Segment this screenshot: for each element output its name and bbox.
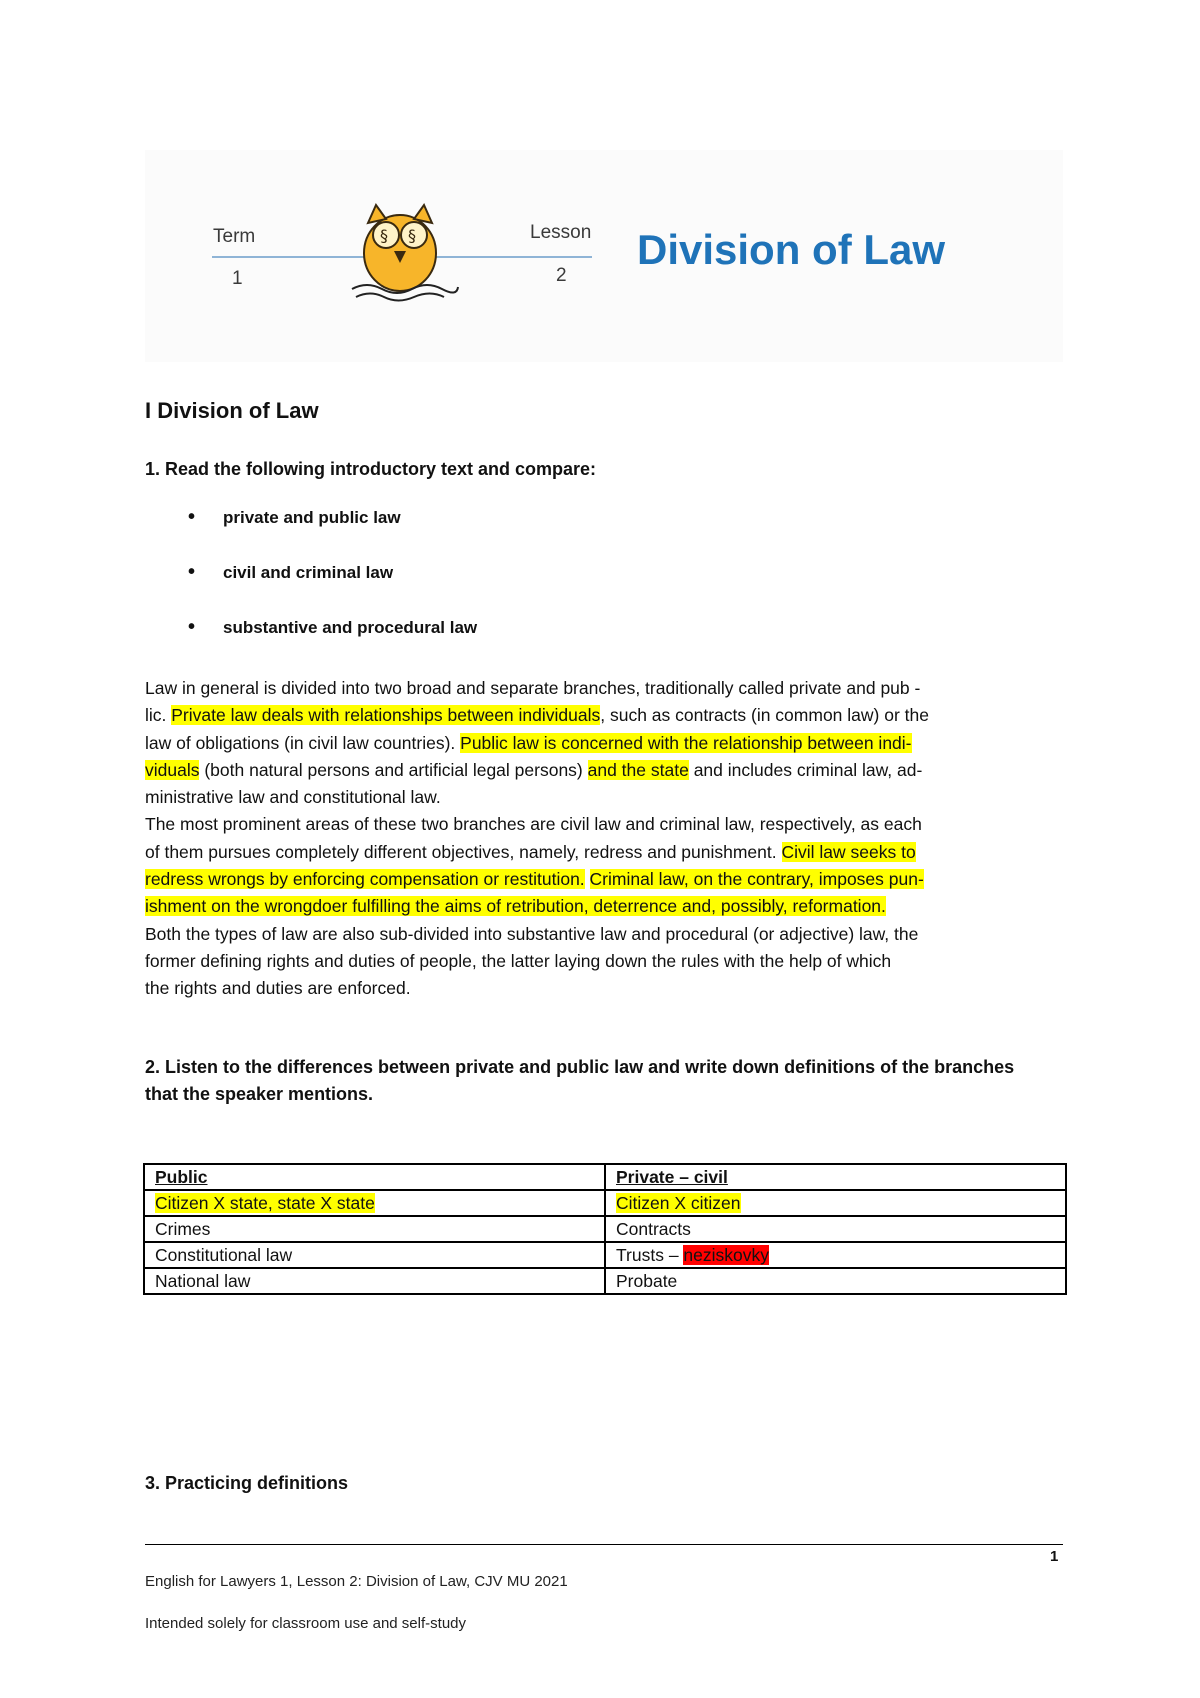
highlighted-text: Citizen X citizen (616, 1192, 741, 1213)
term-value: 1 (232, 268, 243, 289)
comparison-list (188, 508, 477, 673)
owl-logo-icon (342, 193, 460, 305)
paragraph-line: of them pursues completely different objectives, namely, redress and punishment. Civil law seeks to (145, 841, 916, 862)
law-comparison-table (143, 1163, 1067, 1295)
table-cell: Contracts (605, 1216, 1066, 1242)
table-row (144, 1242, 1066, 1268)
highlighted-text: ishment on the wrongdoer fulfilling the aims of retribution, deterrence and, possibly, reformation. (145, 896, 886, 917)
table-cell: Crimes (144, 1216, 605, 1242)
task3-heading: 3. Practicing definitions (145, 1473, 349, 1493)
paragraph-line: Law in general is divided into two broad and separate branches, traditionally called private and pub - (145, 678, 921, 698)
paragraph-line (145, 866, 1065, 893)
section-heading: I Division of Law (145, 398, 319, 423)
table-cell: Constitutional law (144, 1242, 605, 1268)
highlighted-text: Citizen X state, state X state (155, 1192, 375, 1213)
highlighted-text: Civil law seeks to (781, 841, 916, 862)
svg-text:§: § (408, 226, 416, 245)
task1-heading: 1. Read the following introductory text and compare: (145, 459, 597, 479)
table-row (144, 1216, 1066, 1242)
table-cell (605, 1190, 1066, 1216)
svg-text:§: § (380, 226, 388, 245)
paragraph-line: the rights and duties are enforced. (145, 978, 411, 999)
footer-rule (145, 1544, 1063, 1545)
footer-line: Intended solely for classroom use and self-study (145, 1615, 466, 1632)
lesson-label: Lesson (530, 222, 592, 243)
paragraph-line: lic. Private law deals with relationships between individuals, such as contracts (in common law) or the (145, 705, 929, 726)
table-row (144, 1268, 1066, 1294)
paragraph-line (145, 893, 1065, 920)
footer-line: English for Lawyers 1, Lesson 2: Division of Law, CJV MU 2021 (145, 1573, 568, 1590)
paragraph-line: ministrative law and constitutional law. (145, 787, 441, 808)
highlighted-text: viduals (145, 759, 200, 780)
table-cell (144, 1190, 605, 1216)
table-header-cell: Public (144, 1164, 605, 1190)
table-cell: National law (144, 1268, 605, 1294)
table-header-cell: Private – civil (605, 1164, 1066, 1190)
highlighted-text: Criminal law, on the contrary, imposes pun- (589, 869, 924, 890)
table-cell: Trusts – neziskovky (605, 1242, 1066, 1268)
paragraph-line: Both the types of law are also sub-divided into substantive law and procedural (or adjective) law, the (145, 923, 919, 944)
intro-paragraph (145, 675, 1065, 1003)
paragraph-line: former defining rights and duties of people, the latter laying down the rules with the help of which (145, 950, 892, 971)
paragraph-line: law of obligations (in civil law countries). Public law is concerned with the relationship between indi- (145, 732, 912, 753)
document-title: Division of Law (637, 226, 946, 273)
highlighted-text: Private law deals with relationships between individuals (171, 705, 601, 726)
page-number: 1 (1050, 1548, 1059, 1565)
list-item: • civil and criminal law (188, 563, 477, 618)
red-highlighted-text: neziskovky (683, 1244, 770, 1265)
list-item: • private and public law (188, 508, 477, 563)
highlighted-text: Public law is concerned with the relationship between indi- (460, 732, 912, 753)
highlighted-text: and the state (587, 759, 689, 780)
lesson-value: 2 (556, 265, 567, 286)
highlighted-text: redress wrongs by enforcing compensation or restitution. (145, 869, 585, 890)
paragraph-line: viduals (both natural persons and artificial legal persons) and the state and includes criminal law, ad- (145, 759, 923, 780)
table-row (144, 1190, 1066, 1216)
paragraph-line: The most prominent areas of these two branches are civil law and criminal law, respectively, as each (145, 814, 922, 835)
table-cell: Probate (605, 1268, 1066, 1294)
table-header-row (144, 1164, 1066, 1190)
task2-heading: 2. Listen to the differences between private and public law and write down definitions of the branches that the speaker mentions. (145, 1057, 1015, 1104)
list-item: • substantive and procedural law (188, 618, 477, 673)
term-label: Term (213, 226, 256, 247)
